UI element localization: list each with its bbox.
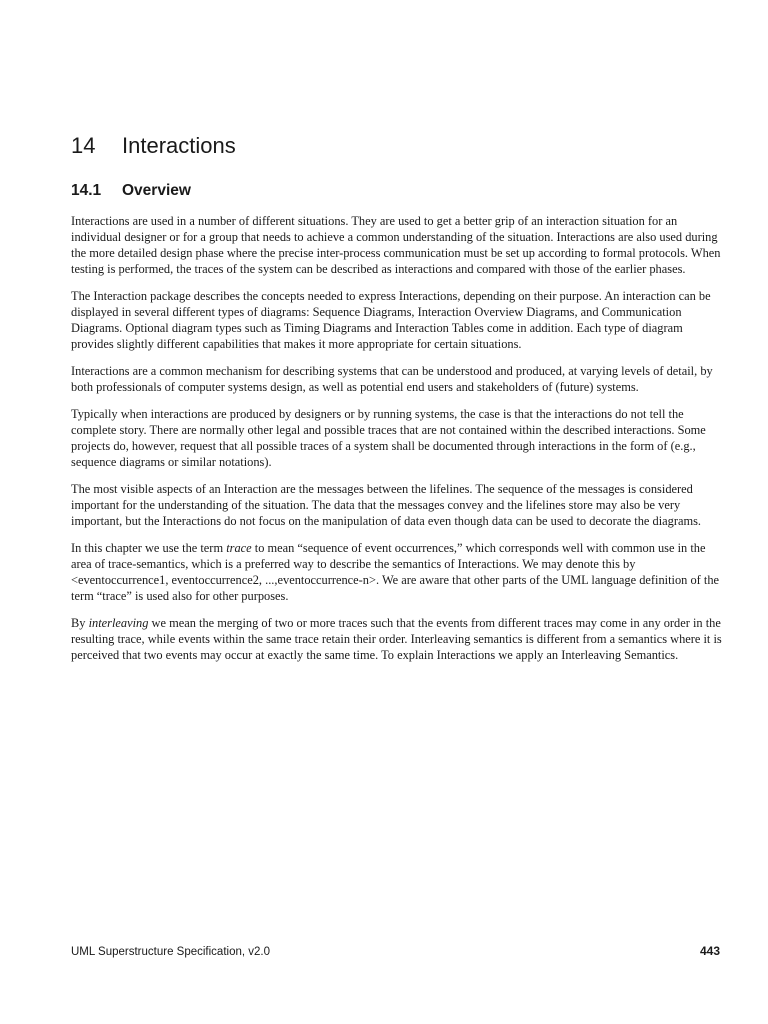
chapter-title: Interactions bbox=[122, 133, 236, 158]
body-text bbox=[71, 213, 723, 674]
paragraph-2: The Interaction package describes the concepts needed to express Interactions, depending on their purpose. An interaction can be displayed in several different types of diagrams: Sequence Diagrams, Interaction Overview Diagrams, and Communication Diagrams. Optional diagram types such as Timing Diagrams and Interaction Tables come in addition. Each type of diagram provides slightly different capabilities that makes it more appropriate for certain situations. bbox=[71, 289, 711, 351]
paragraph-7 bbox=[71, 615, 723, 663]
term-trace: trace bbox=[226, 541, 252, 555]
section-heading bbox=[71, 181, 191, 201]
footer-page-number: 443 bbox=[699, 944, 720, 958]
footer-document-title: UML Superstructure Specification, v2.0 bbox=[71, 946, 270, 958]
paragraph-4: Typically when interactions are produced by designers or by running systems, the case is that the interactions do not tell the complete story. There are normally other legal and possible traces that are not contained within the described interactions. Some projects do, however, request that all possible traces of a system shall be documented through interactions in the form of (e.g., sequence diagrams or similar notations). bbox=[71, 407, 706, 469]
paragraph-6-rest: to mean “sequence of event occurrences,” which corresponds well with common use in the area of trace-semantics, which is a preferred way to describe the semantics of Interactions. We may denote this by <eventoccurrence1, eventoccurrence2, ...,eventoccurrence-n>. We are aware that other parts of the UML language definition of the term “trace” is used also for other purposes. bbox=[71, 541, 720, 603]
chapter-number: 14 bbox=[71, 133, 96, 158]
paragraph-6-lead: In this chapter we use the term bbox=[71, 541, 227, 555]
section-number: 14.1 bbox=[71, 182, 102, 199]
paragraph-7-rest: we mean the merging of two or more traces such that the events from different traces may come in any order in the resulting trace, while events within the same trace retain their order. Interleaving semantics is different from a semantics where it is perceived that two events may occur at exactly the same time. To explain Interactions we apply an Interleaving Semantics. bbox=[71, 616, 722, 662]
chapter-heading bbox=[71, 132, 236, 160]
paragraph-1: Interactions are used in a number of different situations. They are used to get a better grip of an interaction situation for an individual designer or for a group that needs to achieve a common understanding of the situation. Interactions are also used during the more detailed design phase where the precise inter-process communication must be set up according to formal protocols. When testing is performed, the traces of the system can be described as interactions and compared with those of the earlier phases. bbox=[71, 214, 721, 276]
section-title: Overview bbox=[122, 182, 191, 199]
term-interleaving: interleaving bbox=[88, 616, 149, 630]
paragraph-5: The most visible aspects of an Interaction are the messages between the lifelines. The sequence of the messages is considered important for the understanding of the situation. The data that the messages convey and the lifelines store may also be very important, but the Interactions do not focus on the manipulation of data even though data can be used to decorate the diagrams. bbox=[71, 482, 702, 528]
paragraph-6 bbox=[71, 540, 723, 604]
paragraph-3: Interactions are a common mechanism for describing systems that can be understood and produced, at varying levels of detail, by both professionals of computer systems design, as well as potential end users and stakeholders of (future) systems. bbox=[71, 364, 713, 394]
paragraph-7-lead: By bbox=[71, 616, 89, 630]
